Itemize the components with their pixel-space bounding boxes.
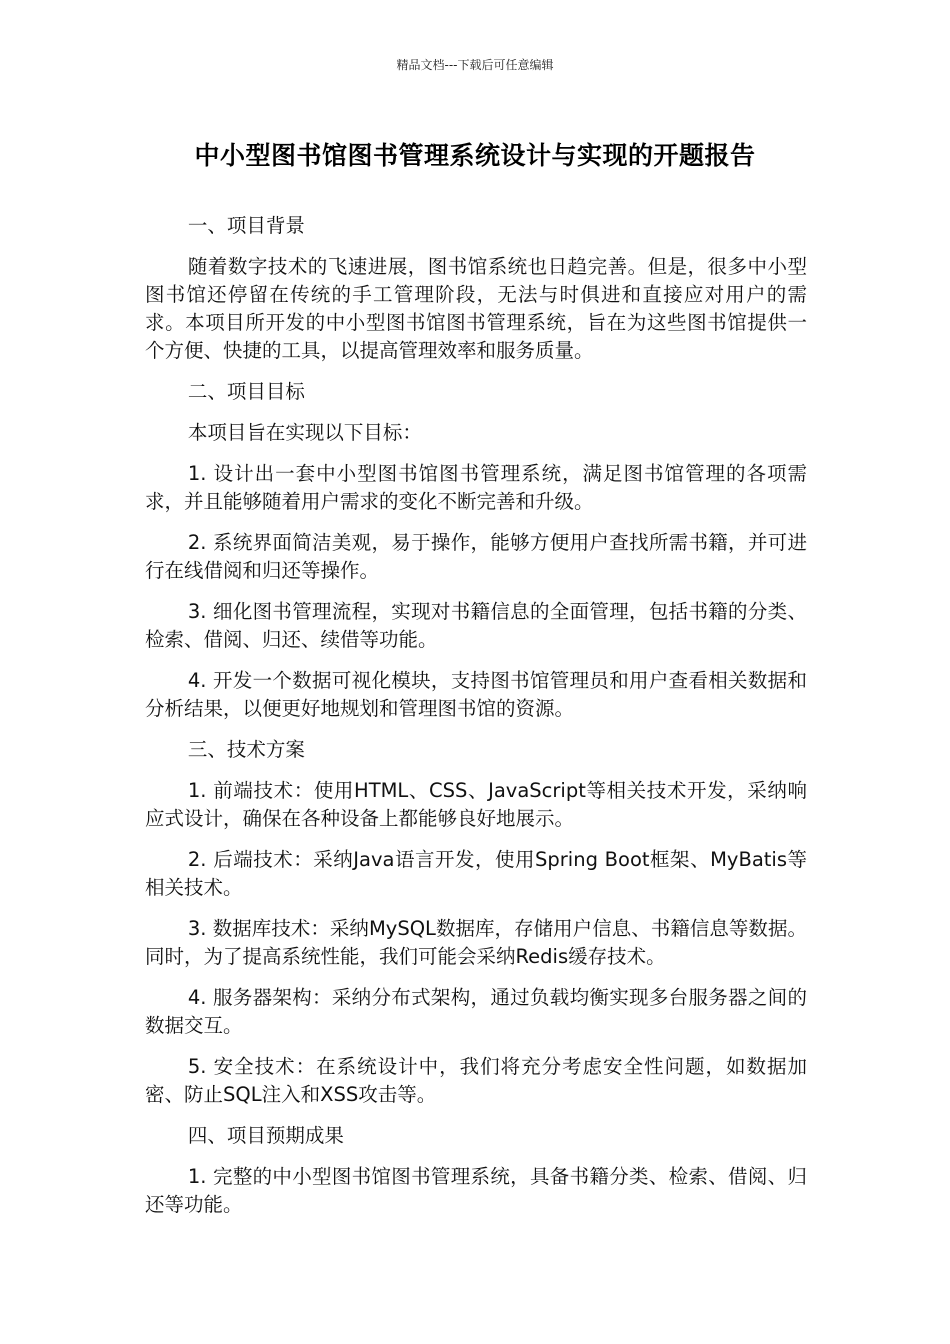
tech-item: 4. 服务器架构：采纳分布式架构，通过负载均衡实现多台服务器之间的数据交互。 (145, 986, 807, 1037)
section-heading-tech: 三、技术方案 (187, 738, 305, 761)
document-title: 中小型图书馆图书管理系统设计与实现的开题报告 (194, 141, 756, 170)
goals-intro: 本项目旨在实现以下目标： (187, 421, 422, 444)
document-body (145, 212, 807, 1232)
tech-item: 2. 后端技术：采纳Java语言开发，使用Spring Boot框架、MyBatis等相关技术。 (145, 848, 807, 899)
goal-item: 3. 细化图书管理流程，实现对书籍信息的全面管理，包括书籍的分类、检索、借阅、归还、续借等功能。 (145, 600, 807, 651)
header-note: 精品文档---下载后可任意编辑 (396, 58, 554, 72)
section-heading-background: 一、项目背景 (187, 214, 305, 237)
section-heading-goals: 二、项目目标 (187, 380, 305, 403)
outcome-item: 1. 完整的中小型图书馆图书管理系统，具备书籍分类、检索、借阅、归还等功能。 (145, 1165, 807, 1216)
tech-item: 3. 数据库技术：采纳MySQL数据库，存储用户信息、书籍信息等数据。同时，为了提高系统性能，我们可能会采纳Redis缓存技术。 (145, 917, 807, 968)
goal-item: 1. 设计出一套中小型图书馆图书管理系统，满足图书馆管理的各项需求，并且能够随着用户需求的变化不断完善和升级。 (145, 462, 807, 513)
background-paragraph: 随着数字技术的飞速进展，图书馆系统也日趋完善。但是，很多中小型图书馆还停留在传统的手工管理阶段，无法与时俱进和直接应对用户的需求。本项目所开发的中小型图书馆图书管理系统，旨在为这些图书馆提供一个方便、快捷的工具，以提高管理效率和服务质量。 (145, 255, 807, 362)
tech-item: 5. 安全技术：在系统设计中，我们将充分考虑安全性问题，如数据加密、防止SQL注入和XSS攻击等。 (145, 1055, 807, 1106)
goal-item: 4. 开发一个数据可视化模块，支持图书馆管理员和用户查看相关数据和分析结果，以便更好地规划和管理图书馆的资源。 (145, 669, 807, 720)
tech-item: 1. 前端技术：使用HTML、CSS、JavaScript等相关技术开发，采纳响应式设计，确保在各种设备上都能够良好地展示。 (145, 779, 807, 830)
section-heading-outcomes: 四、项目预期成果 (187, 1124, 344, 1147)
goal-item: 2. 系统界面简洁美观，易于操作，能够方便用户查找所需书籍，并可进行在线借阅和归还等操作。 (145, 531, 807, 582)
